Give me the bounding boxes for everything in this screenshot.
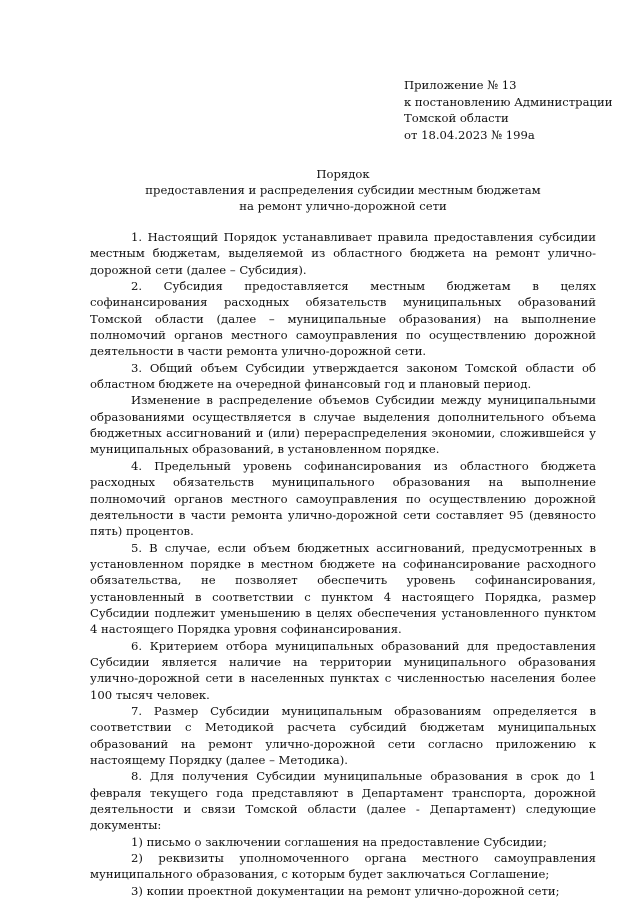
paragraph-3: 3. Общий объем Субсидии утверждается законом Томской области об областном бюджете на очередной финансовый год и плановый период. <box>90 360 596 392</box>
list-item-3: 3) копии проектной документации на ремонт улично-дорожной сети; <box>131 883 560 898</box>
title-line-3: на ремонт улично-дорожной сети <box>239 198 447 213</box>
list-item-1: 1) письмо о заключении соглашения на предоставление Субсидии; <box>131 834 547 849</box>
appendix-resolution: к постановлению Администрации <box>404 94 613 109</box>
paragraph-6: 6. Критерием отбора муниципальных образований для предоставления Субсидии является наличие на территории муниципального образования улично-дорожной сети в населенных пунктах с численностью населения более 100 тысяч человек. <box>90 638 596 702</box>
paragraph-1: 1. Настоящий Порядок устанавливает правила предоставления субсидии местным бюджетам, выделяемой из областного бюджета на ремонт улично-дорожной сети (далее – Субсидия). <box>90 230 596 277</box>
document-title <box>90 167 596 214</box>
appendix-number: Приложение № 13 <box>404 78 517 92</box>
title-line-2: предоставления и распределения субсидии местным бюджетам <box>145 182 541 197</box>
list-item-2: 2) реквизиты уполномоченного органа местного самоуправления муниципального образования, с которым будет заключаться Соглашение; <box>90 851 596 882</box>
paragraph-3-amendment: Изменение в распределение объемов Субсидии между муниципальными образованиями осуществляется в случае выделения дополнительного объема бюджетных ассигнований и (или) перераспределения экономии, сложившейся у муниципальных образований, в установленном порядке. <box>90 393 596 457</box>
appendix-date: от 18.04.2023 № 199а <box>404 127 535 142</box>
appendix-region: Томской области <box>404 111 509 125</box>
document-body <box>90 229 596 899</box>
title-line-1: Порядок <box>316 167 370 181</box>
paragraph-5: 5. В случае, если объем бюджетных ассигнований, предусмотренных в установленном порядке в местном бюджете на софинансирование расходного обязательства, не позволяет обеспечить уровень софинансирования, установленный в соответствии с пунктом 4 настоящего Порядка, размер Субсидии подлежит уменьшению в целях обеспечения установленного пунктом 4 настоящего Порядка уровня софинансирования. <box>90 540 596 637</box>
paragraph-4: 4. Предельный уровень софинансирования из областного бюджета расходных обязательств муниципального образования на выполнение полномочий органов местного самоуправления по осуществлению дорожной деятельности в части ремонта улично-дорожной сети составляет 95 (девяносто пять) процентов. <box>90 458 596 539</box>
paragraph-8: 8. Для получения Субсидии муниципальные образования в срок до 1 февраля текущего года представляют в Департамент транспорта, дорожной деятельности и связи Томской области (далее - Департамент) следующие документы: <box>90 769 596 833</box>
appendix-reference <box>404 77 612 143</box>
paragraph-2: 2. Субсидия предоставляется местным бюджетам в целях софинансирования расходных обязательств муниципальных образований Томской области (далее – муниципальные образования) на выполнение полномочий органов местного самоуправления по осуществлению дорожной деятельности в части ремонта улично-дорожной сети. <box>90 279 596 359</box>
paragraph-7: 7. Размер Субсидии муниципальным образованиям определяется в соответствии с Методикой расчета субсидий бюджетам муниципальных образований на ремонт улично-дорожной сети согласно приложению к настоящему Порядку (далее – Методика). <box>90 703 596 767</box>
